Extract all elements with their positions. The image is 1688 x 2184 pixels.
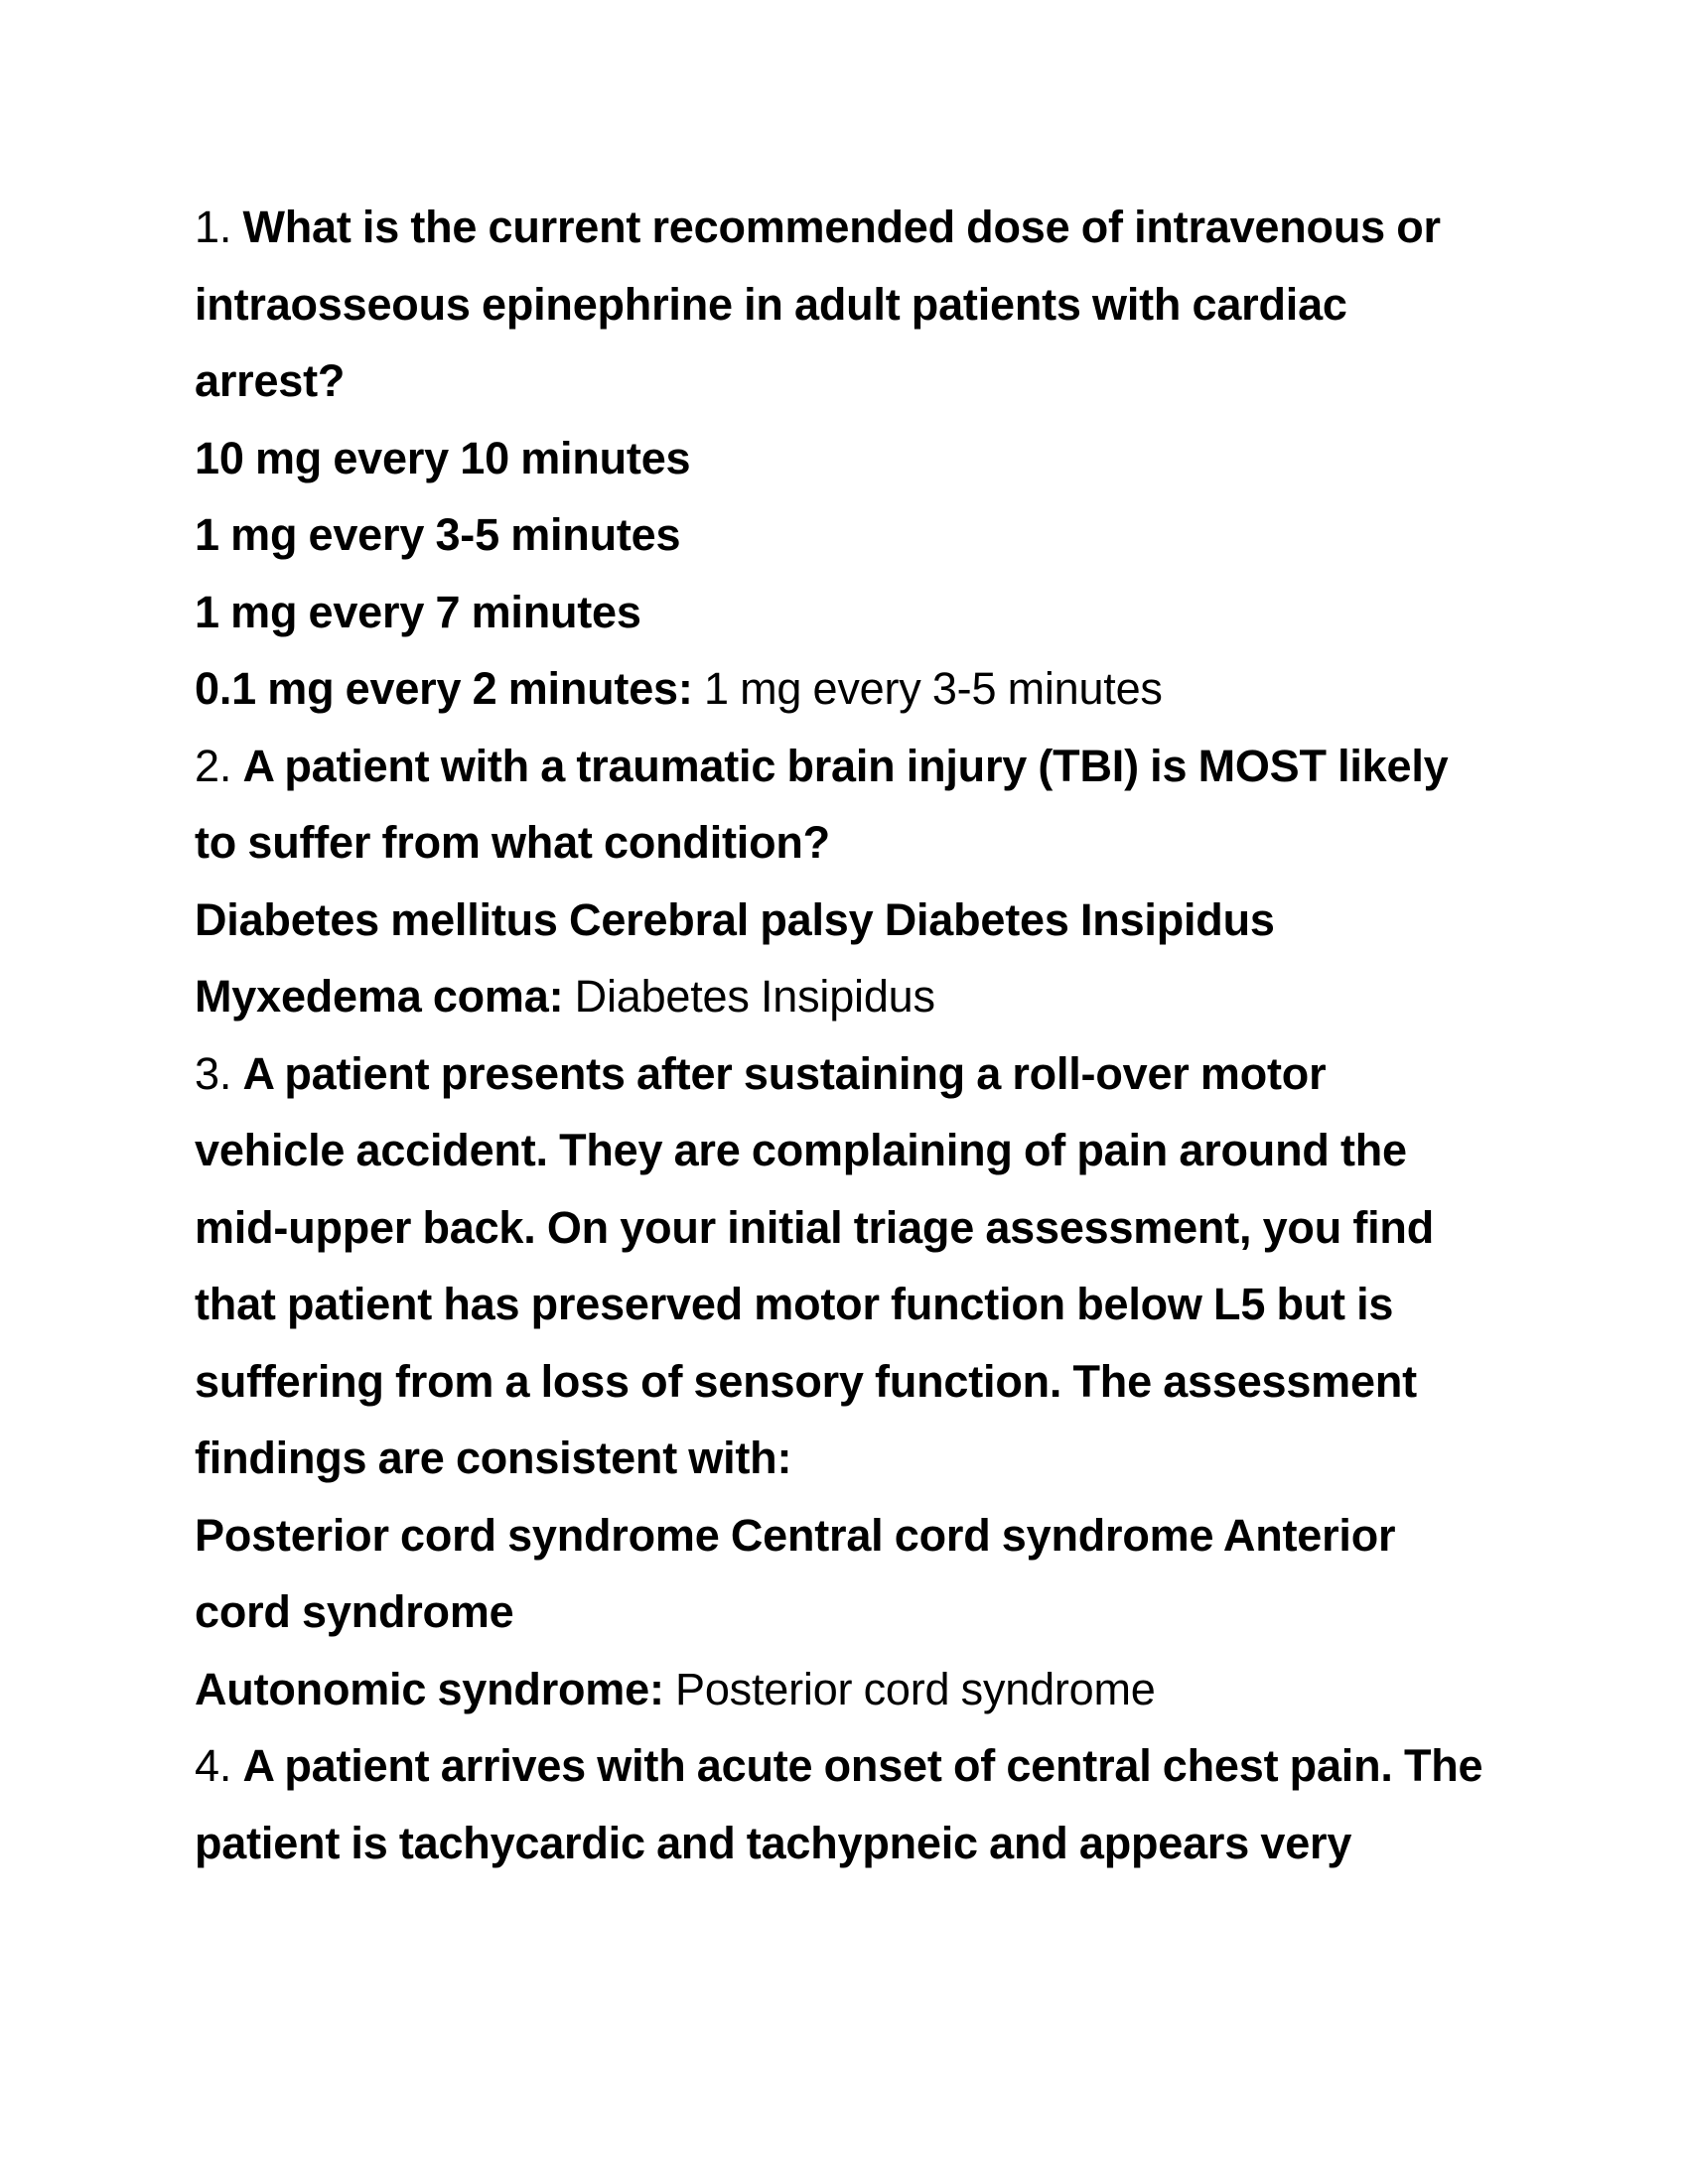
text-line-11 (195, 958, 1482, 1035)
text-segment: A patient with a traumatic brain injury (TBI) is MOST likely (242, 740, 1449, 791)
text-line-13 (195, 1112, 1482, 1189)
text-block (195, 189, 1482, 1881)
text-line-18 (195, 1497, 1482, 1574)
text-segment: Diabetes Insipidus (563, 971, 935, 1022)
question-number: 2. (195, 740, 243, 791)
text-segment: 1 mg every 7 minutes (195, 586, 641, 637)
question-number: 3. (195, 1047, 243, 1099)
text-segment: vehicle accident. They are complaining of pain around the (195, 1125, 1407, 1175)
text-line-17 (195, 1420, 1482, 1497)
text-segment: patient is tachycardic and tachypneic and appears very (195, 1817, 1352, 1868)
text-segment: suffering from a loss of sensory function. The assessment (195, 1355, 1417, 1407)
text-segment: Diabetes mellitus Cerebral palsy Diabetes Insipidus (195, 893, 1275, 945)
text-segment: 1 mg every 3-5 minutes (692, 663, 1163, 714)
text-segment: A patient arrives with acute onset of central chest pain. The (242, 1740, 1483, 1791)
text-segment: 10 mg every 10 minutes (195, 432, 691, 483)
text-line-15 (195, 1266, 1482, 1343)
text-segment: cord syndrome (195, 1586, 514, 1637)
text-segment: that patient has preserved motor function below L5 but is (195, 1279, 1394, 1329)
text-segment: arrest? (195, 355, 346, 406)
text-line-16 (195, 1343, 1482, 1421)
text-segment: intraosseous epinephrine in adult patients with cardiac (195, 278, 1347, 330)
question-number: 4. (195, 1740, 243, 1791)
text-segment: to suffer from what condition? (195, 817, 830, 868)
text-segment: 0.1 mg every 2 minutes: (195, 663, 693, 714)
text-segment: Posterior cord syndrome Central cord syndrome Anterior (195, 1509, 1396, 1561)
text-line-10 (195, 882, 1482, 959)
text-line-12 (195, 1035, 1482, 1113)
text-line-7 (195, 650, 1482, 728)
text-line-8 (195, 728, 1482, 805)
text-line-22 (195, 1805, 1482, 1882)
text-line-2 (195, 266, 1482, 343)
question-number: 1. (195, 202, 243, 252)
text-line-9 (195, 804, 1482, 882)
text-segment: What is the current recommended dose of intravenous or (242, 202, 1441, 252)
text-segment: Autonomic syndrome: (195, 1663, 664, 1714)
text-segment: A patient presents after sustaining a roll-over motor (242, 1047, 1327, 1099)
text-line-20 (195, 1651, 1482, 1728)
text-line-4 (195, 420, 1482, 497)
text-line-1 (195, 189, 1482, 266)
text-line-3 (195, 342, 1482, 420)
text-line-5 (195, 496, 1482, 574)
text-segment: Posterior cord syndrome (663, 1663, 1156, 1714)
text-segment: mid-upper back. On your initial triage assessment, you find (195, 1201, 1434, 1253)
text-segment: 1 mg every 3-5 minutes (195, 509, 681, 560)
text-line-6 (195, 574, 1482, 651)
text-line-21 (195, 1727, 1482, 1805)
text-line-19 (195, 1573, 1482, 1651)
text-segment: Myxedema coma: (195, 971, 564, 1022)
text-line-14 (195, 1189, 1482, 1267)
text-segment: findings are consistent with: (195, 1433, 792, 1483)
